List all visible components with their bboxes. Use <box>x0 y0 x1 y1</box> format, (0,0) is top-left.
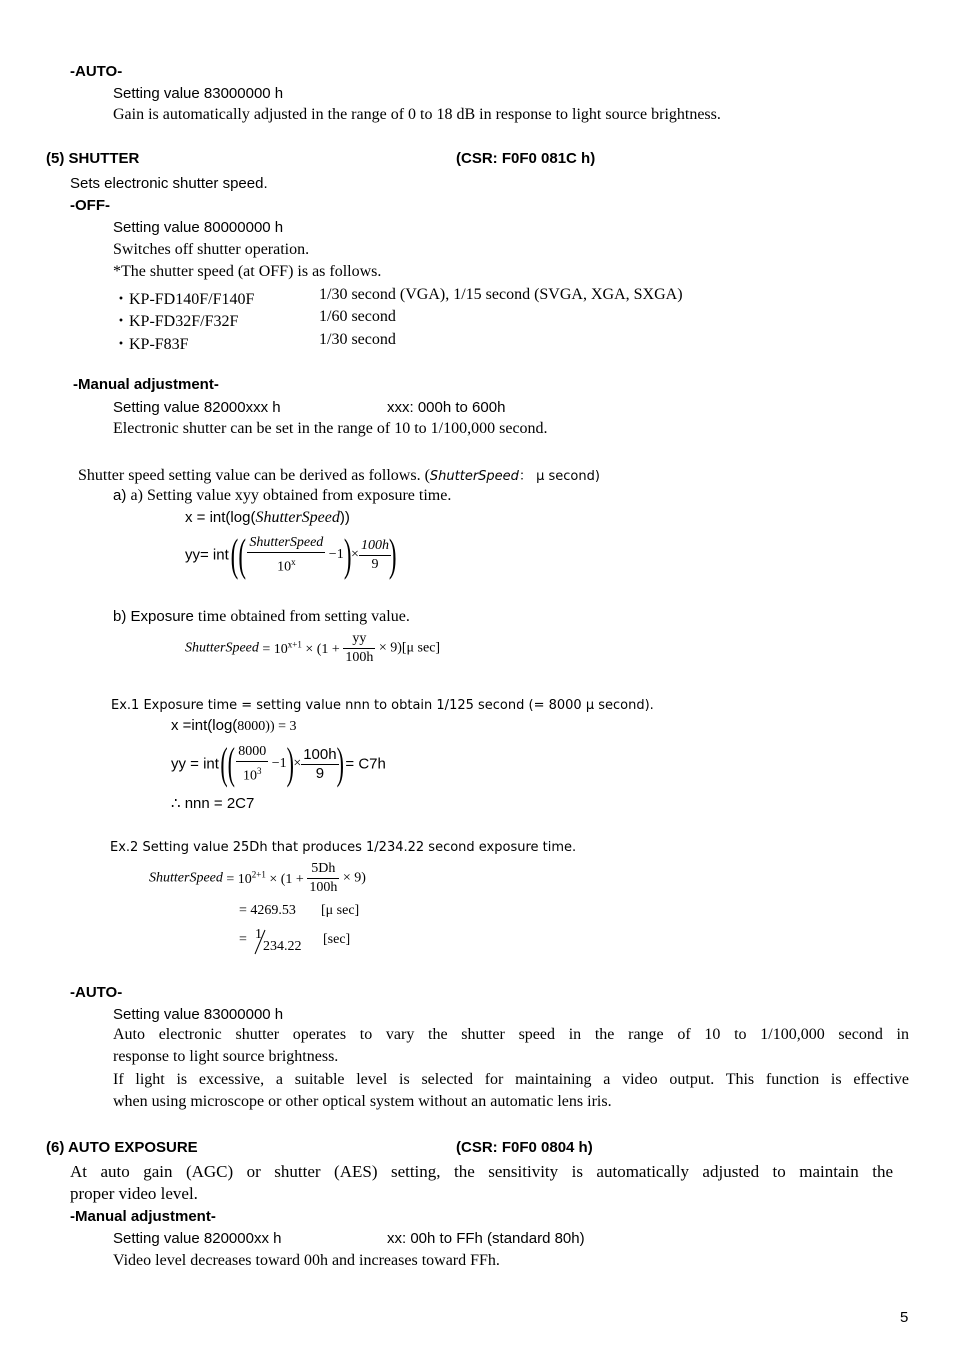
shutter-manual-range: xxx: 000h to 600h <box>387 399 506 416</box>
auto-exposure-manual-description: Video level decreases toward 00h and increases toward FFh. <box>113 1252 500 1269</box>
example-2-seconds-unit: [sec] <box>323 932 351 947</box>
model-shutter-speed: 1/30 second <box>319 331 396 348</box>
auto-gain-description: Gain is automatically adjusted in the range of 0 to 18 dB in response to light source brightness. <box>113 106 721 123</box>
example-2-microseconds-unit: [μ sec] <box>321 903 360 918</box>
example-1-yy: yy = int(( $\frac{8000}{10^3}$ −1)× $\frac{100h}{9}$ ) = C7h <box>171 739 386 788</box>
shutter-auto-description-line: response to light source brightness. <box>113 1048 339 1065</box>
example-2-label: Ex.2 Setting value 25Dh that produces 1/234.22 second exposure time. <box>110 840 577 855</box>
shutter-auto-heading: -AUTO- <box>70 984 123 1001</box>
derivation-intro: Shutter speed setting value can be derived as follows. (ShutterSpeed： μ second) <box>78 467 600 484</box>
model-name: ・KP-FD32F/F32F <box>113 313 239 330</box>
shutter-off-setting: Setting value 80000000 h <box>113 219 284 236</box>
example-1-result: ∴ nnn = 2C7 <box>171 795 255 812</box>
formula-yy: yy= int(( $\frac{\text{ShutterSpeed}}{10^x}$ −1)× $\frac{100h}{9}$ ) <box>185 529 397 580</box>
auto-exposure-manual-range: xx: 00h to FFh (standard 80h) <box>387 1230 585 1247</box>
formula-x: x = int(log(ShutterSpeed)) <box>185 509 350 526</box>
example-2-microseconds: = 4269.53 <box>239 903 296 918</box>
auto-exposure-description-line: At auto gain (AGC) or shutter (AES) setting, the sensitivity is automatically adjusted to maintain the <box>70 1162 893 1181</box>
shutter-off-heading: -OFF- <box>70 197 110 214</box>
shutter-auto-description-line: Auto electronic shutter operates to vary the shutter speed in the range of 10 to 1/100,000 second in <box>113 1026 909 1043</box>
auto-exposure-manual-setting: Setting value 820000xx h <box>113 1230 282 1247</box>
shutter-auto-description-line: when using microscope or other optical system without an automatic lens iris. <box>113 1093 612 1110</box>
shutter-off-description: Switches off shutter operation. <box>113 241 310 258</box>
model-shutter-speed: 1/60 second <box>319 308 396 325</box>
derivation-step-a: a) a) Setting value xyy obtained from exposure time. <box>113 487 452 504</box>
shutter-manual-setting: Setting value 82000xxx h <box>113 399 281 416</box>
shutter-csr-address: (CSR: F0F0 081C h) <box>456 150 596 167</box>
auto-exposure-manual-heading: -Manual adjustment- <box>70 1208 216 1225</box>
shutter-auto-setting: Setting value 83000000 h <box>113 1006 284 1023</box>
auto-exposure-description-line: proper video level. <box>70 1184 198 1203</box>
model-name: ・KP-F83F <box>113 336 189 353</box>
derivation-step-b: b) Exposure time obtained from setting value. <box>113 608 410 625</box>
shutter-auto-description-line: If light is excessive, a suitable level is selected for maintaining a video output. This function is effective <box>113 1071 909 1088</box>
auto-gain-heading: -AUTO- <box>70 63 123 80</box>
example-2-shutterspeed: ShutterSpeed = $10^{2+1} \times (1$ + $\frac{5Dh}{100h}$ × 9) <box>149 861 366 895</box>
shutter-off-note: *The shutter speed (at OFF) is as follows. <box>113 263 382 280</box>
shutter-manual-heading: -Manual adjustment- <box>73 376 219 393</box>
example-1-x: x =int(log(8000)) = 3 <box>171 717 297 734</box>
auto-exposure-section-title: (6) AUTO EXPOSURE <box>46 1139 198 1156</box>
auto-gain-setting: Setting value 83000000 h <box>113 85 284 102</box>
auto-exposure-csr-address: (CSR: F0F0 0804 h) <box>456 1139 593 1156</box>
shutter-section-title: (5) SHUTTER <box>46 150 140 167</box>
model-shutter-speed: 1/30 second (VGA), 1/15 second (SVGA, XGA, SXGA) <box>319 286 683 303</box>
page-number: 5 <box>900 1309 909 1326</box>
shutter-manual-description: Electronic shutter can be set in the range of 10 to 1/100,000 second. <box>113 420 548 437</box>
example-1-label: Ex.1 Exposure time = setting value nnn to obtain 1/125 second (= 8000 μ second). <box>111 698 654 713</box>
model-name: ・KP-FD140F/F140F <box>113 291 255 308</box>
shutter-intro: Sets electronic shutter speed. <box>70 175 268 192</box>
formula-shutterspeed: ShutterSpeed = $10^{x+1} \times (1$ + $\frac{yy}{100h}$ × 9)[μ sec] <box>185 631 441 665</box>
